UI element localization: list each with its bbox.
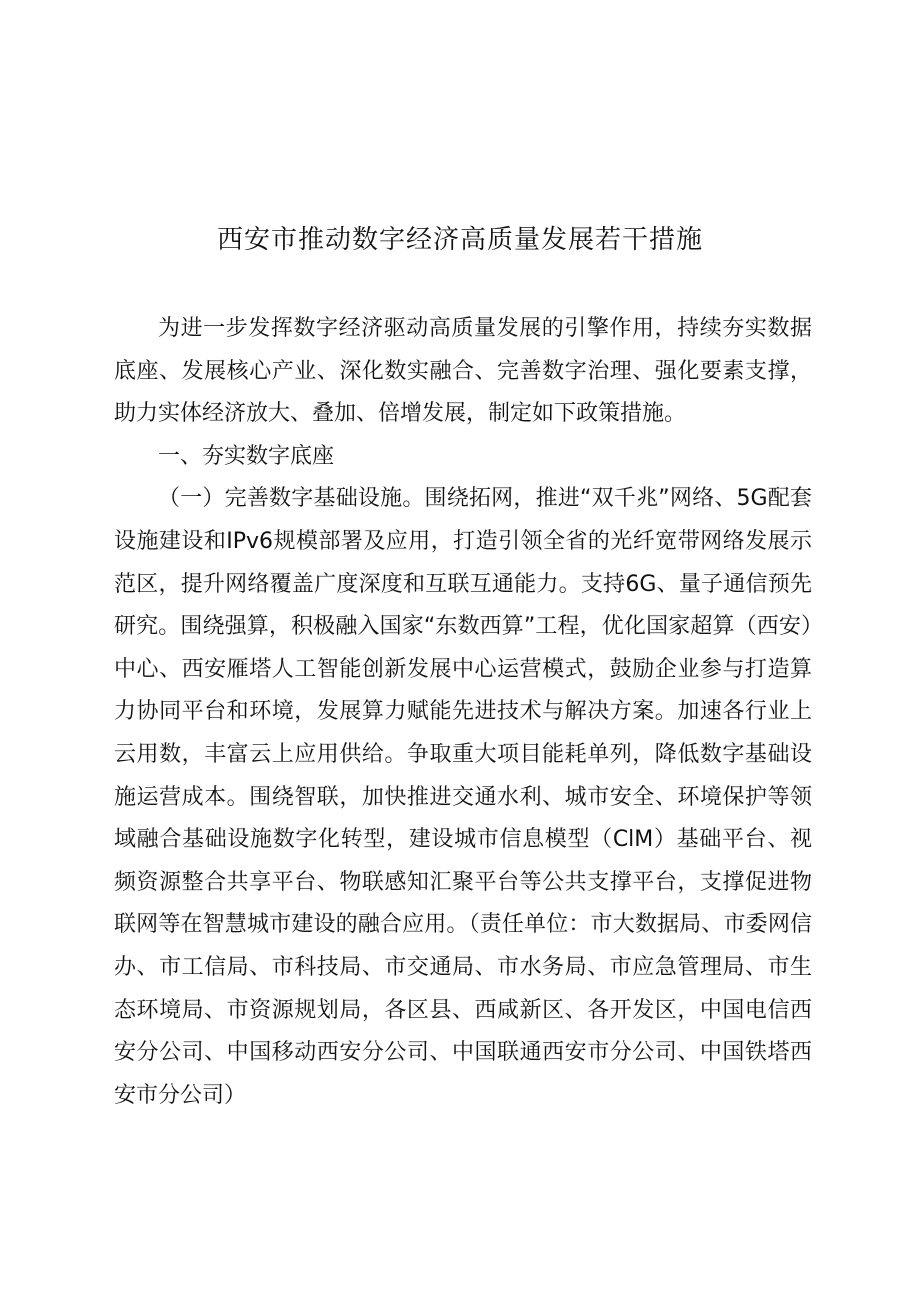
document-title: 西安市推动数字经济高质量发展若干措施 xyxy=(216,225,703,255)
document-body xyxy=(114,308,812,1117)
item-paragraph: （一）完善数字基础设施。围绕拓网，推进“双千兆”网络、5G配套设施建设和IPv6规模部署及应用，打造引领全省的光纤宽带网络发展示范区，提升网络覆盖广度深度和互联互通能力。支持6G、量子通信预先研究。围绕强算，积极融入国家“东数西算”工程，优化国家超算（西安）中心、西安雁塔人工智能创新发展中心运营模式，鼓励企业参与打造算力协同平台和环境，发展算力赋能先进技术与解决方案。加速各行业上云用数，丰富云上应用供给。争取重大项目能耗单列，降低数字基础设施运营成本。围绕智联，加快推进交通水利、城市安全、环境保护等领域融合基础设施数字化转型，建设城市信息模型（ClM）基础平台、视频资源整合共享平台、物联感知汇聚平台等公共支撑平台，支撑促进物联网等在智慧城市建设的融合应用。（责任单位：市大数据局、市委网信办、市工信局、市科技局、市交通局、市水务局、市应急管理局、市生态环境局、市资源规划局，各区县、西咸新区、各开发区，中国电信西安分公司、中国移动西安分公司、中国联通西安市分公司、中国铁塔西安市分公司） xyxy=(114,486,812,1108)
section-heading: 一、夯实数字底座 xyxy=(158,443,335,469)
intro-paragraph: 为进一步发挥数字经济驱动高质量发展的引擎作用，持续夯实数据底座、发展核心产业、深化数实融合、完善数字治理、强化要素支撑，助力实体经济放大、叠加、倍增发展，制定如下政策措施。 xyxy=(114,316,812,427)
